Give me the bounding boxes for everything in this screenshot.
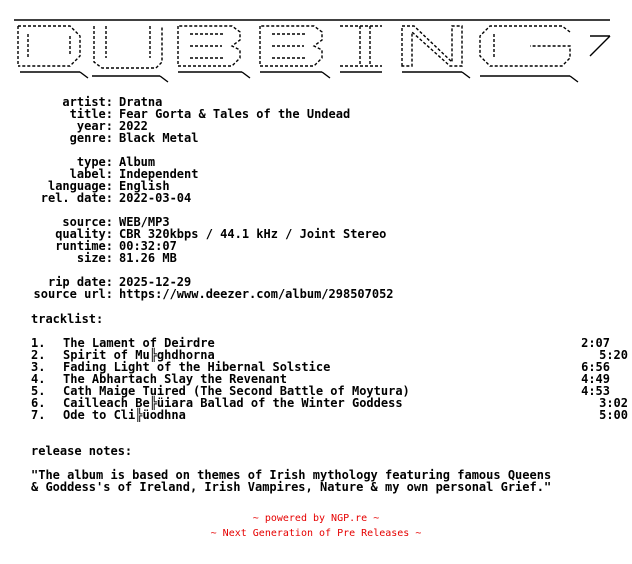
release-notes-line-1: "The album is based on themes of Irish mythology featuring famous Queens [31, 468, 552, 482]
info-key: rel. date: [40, 191, 113, 205]
info-value: English [119, 179, 170, 193]
track-title: The Lament of Deirdre [63, 336, 215, 350]
track-title: The Abhartach Slay the Revenant [63, 372, 287, 386]
track-number: 1. [31, 336, 46, 350]
info-key: source url: [33, 287, 113, 301]
ascii-logo [10, 6, 622, 86]
info-value: 81.26 MB [119, 251, 177, 265]
info-value: https://www.deezer.com/album/298507052 [119, 287, 394, 301]
release-notes-label: release notes: [31, 444, 133, 458]
track-duration: 5:20 [599, 348, 628, 362]
track-title: Cailleach Be╠üiara Ballad of the Winter Goddess [63, 396, 403, 410]
footer-powered-by: ~ powered by NGP.re ~ [252, 513, 380, 524]
info-value: Independent [119, 167, 199, 181]
track-duration: 3:02 [599, 396, 628, 410]
info-key: genre: [69, 131, 113, 145]
info-key: title: [69, 107, 113, 121]
info-value: Album [119, 155, 156, 169]
info-key: rip date: [47, 275, 113, 289]
track-duration: 5:00 [599, 408, 628, 422]
info-value: 2022 [119, 119, 148, 133]
info-value: 00:32:07 [119, 239, 177, 253]
track-title: Spirit of Mu╠ghdhorna [63, 348, 215, 362]
info-value: Dratna [119, 95, 163, 109]
footer-tagline: ~ Next Generation of Pre Releases ~ [210, 528, 422, 539]
track-number: 6. [31, 396, 46, 410]
info-key: year: [76, 119, 113, 133]
info-value: Black Metal [119, 131, 199, 145]
info-key: size: [76, 251, 113, 265]
info-key: artist: [62, 95, 113, 109]
track-row [0, 409, 632, 421]
ascii-logo-art [10, 6, 622, 86]
track-number: 3. [31, 360, 46, 374]
track-duration: 4:53 [581, 384, 610, 398]
info-value: CBR 320kbps / 44.1 kHz / Joint Stereo [119, 227, 387, 241]
info-row [0, 192, 632, 204]
info-key: label: [69, 167, 113, 181]
info-key: type: [76, 155, 113, 169]
info-value: WEB/MP3 [119, 215, 170, 229]
info-key: source: [62, 215, 113, 229]
release-notes-line-2: & Goddess's of Ireland, Irish Vampires, Nature & my own personal Grief." [31, 480, 552, 494]
track-title: Cath Maige Tuired (The Second Battle of Moytura) [63, 384, 410, 398]
info-row [0, 132, 632, 144]
info-key: runtime: [55, 239, 113, 253]
track-duration: 4:49 [581, 372, 610, 386]
track-number: 2. [31, 348, 46, 362]
track-number: 4. [31, 372, 46, 386]
info-key: language: [47, 179, 113, 193]
info-row [0, 288, 632, 300]
info-value: 2025-12-29 [119, 275, 192, 289]
track-duration: 6:56 [581, 360, 610, 374]
track-duration: 2:07 [581, 336, 610, 350]
tracklist-label: tracklist: [31, 312, 104, 326]
track-number: 5. [31, 384, 46, 398]
track-title: Ode to Cli╠üodhna [63, 408, 186, 422]
info-value: 2022-03-04 [119, 191, 192, 205]
info-key: quality: [55, 227, 113, 241]
info-value: Fear Gorta & Tales of the Undead [119, 107, 351, 121]
track-number: 7. [31, 408, 46, 422]
info-row [0, 252, 632, 264]
track-title: Fading Light of the Hibernal Solstice [63, 360, 331, 374]
